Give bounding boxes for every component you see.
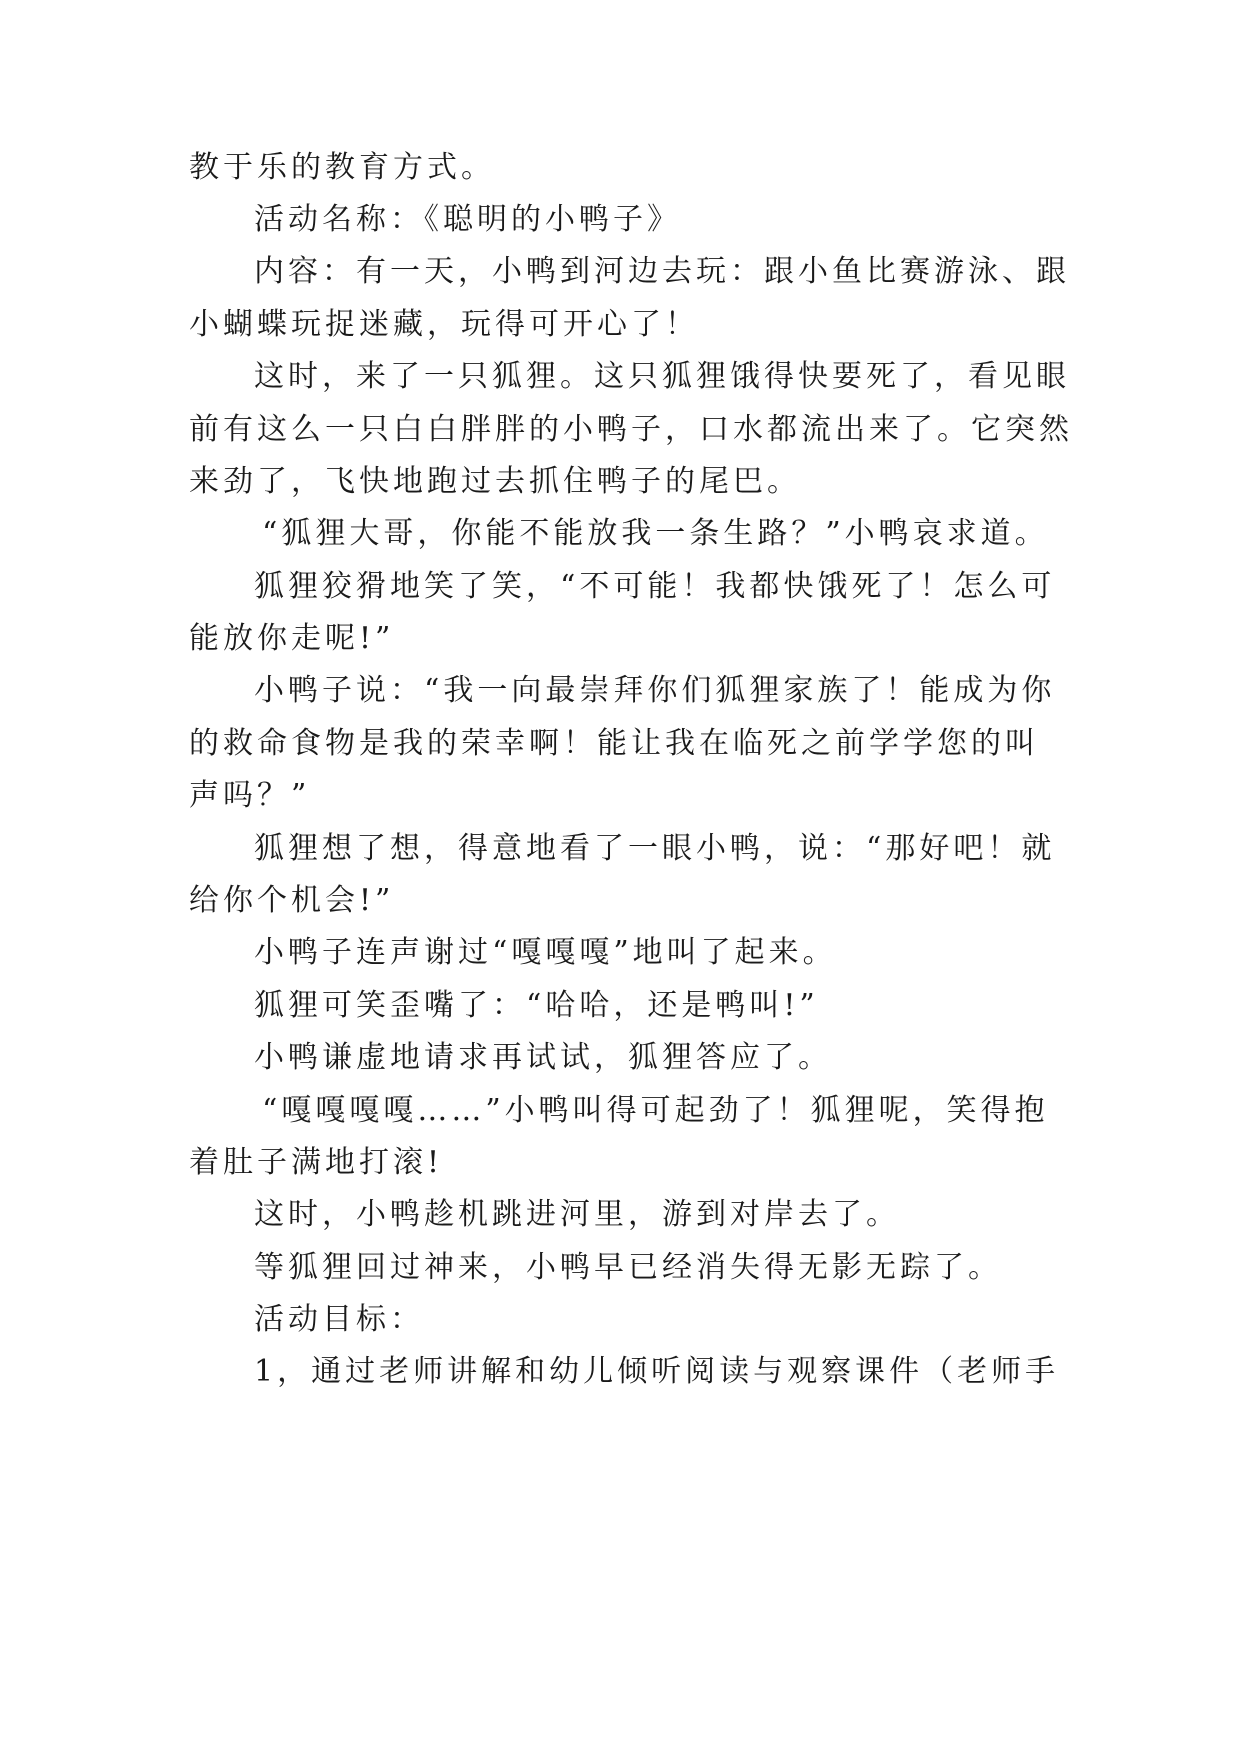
- text-line: 等狐狸回过神来，小鸭早已经消失得无影无踪了。: [254, 1250, 1002, 1285]
- text-line: “狐狸大哥，你能不能放我一条生路？”小鸭哀求道。: [262, 516, 1049, 551]
- text-line: 着肚子满地打滚!: [189, 1145, 444, 1180]
- text-line: 教于乐的教育方式。: [189, 150, 495, 185]
- text-line: 小鸭子连声谢过“嘎嘎嘎”地叫了起来。: [254, 935, 837, 970]
- text-line: 能放你走呢!”: [189, 621, 395, 656]
- text-line: 这时，小鸭趁机跳进河里，游到对岸去了。: [254, 1197, 900, 1232]
- text-line: “嘎嘎嘎嘎……”小鸭叫得可起劲了！狐狸呢，笑得抱: [262, 1093, 1049, 1128]
- text-line: 这时，来了一只狐狸。这只狐狸饿得快要死了，看见眼: [254, 359, 1070, 394]
- text-line: 声吗？”: [189, 778, 311, 813]
- text-line: 的救命食物是我的荣幸啊！能让我在临死之前学学您的叫: [189, 726, 1039, 761]
- text-line: 内容：有一天，小鸭到河边去玩：跟小鱼比赛游泳、跟: [254, 254, 1070, 289]
- text-line: 狐狸可笑歪嘴了：“哈哈，还是鸭叫!”: [254, 988, 819, 1023]
- text-line: 给你个机会!”: [189, 883, 395, 918]
- text-line: 狐狸想了想，得意地看了一眼小鸭，说：“那好吧！就: [254, 831, 1056, 866]
- text-line: 来劲了，飞快地跑过去抓住鸭子的尾巴。: [189, 464, 801, 499]
- text-line: 1，通过老师讲解和幼儿倾听阅读与观察课件（老师手: [254, 1354, 1060, 1389]
- text-line: 小鸭谦虚地请求再试试，狐狸答应了。: [254, 1040, 832, 1075]
- text-line: 狐狸狡猾地笑了笑，“不可能！我都快饿死了！怎么可: [254, 569, 1056, 604]
- text-line: 小蝴蝶玩捉迷藏，玩得可开心了！: [189, 307, 699, 342]
- text-line: 小鸭子说：“我一向最崇拜你们狐狸家族了！能成为你: [254, 673, 1056, 708]
- activity-goals-heading: 活动目标：: [254, 1302, 424, 1337]
- text-line: 前有这么一只白白胖胖的小鸭子，口水都流出来了。它突然: [189, 412, 1073, 447]
- activity-name-line: 活动名称：《聪明的小鸭子》: [254, 202, 681, 237]
